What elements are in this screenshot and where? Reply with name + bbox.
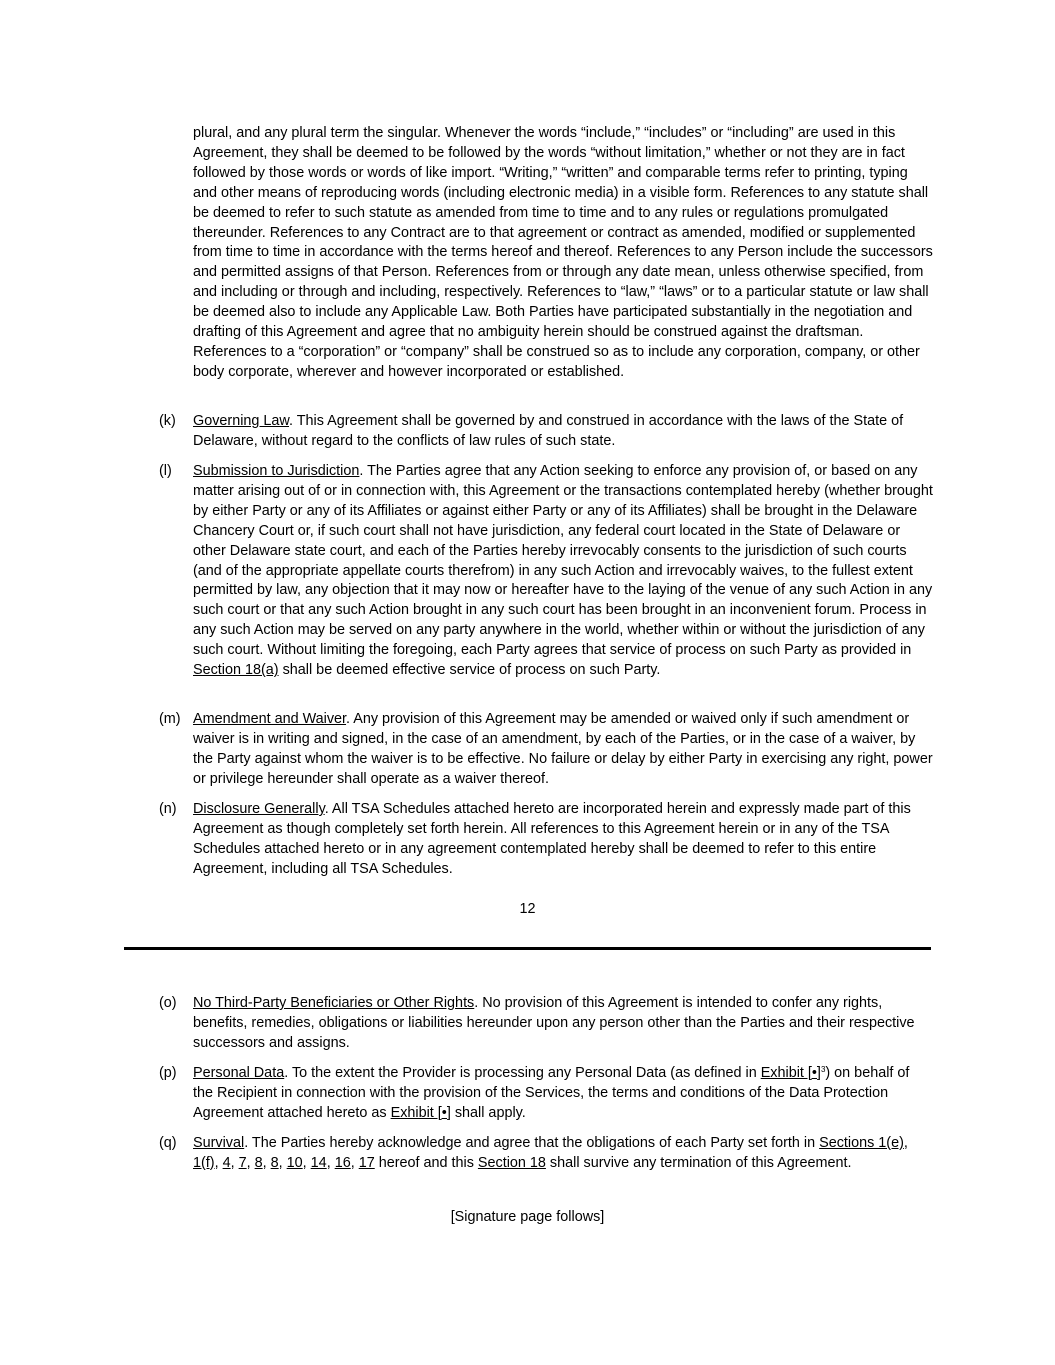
section-q-mid: hereof and this — [374, 1154, 478, 1171]
section-o-no-third-party-beneficiaries — [193, 994, 933, 1054]
section-l-tail: shall be deemed effective service of process on such Party. — [278, 662, 661, 679]
exhibit-reference-2: Exhibit [•] — [390, 1104, 451, 1121]
survival-section-ref: 4 — [222, 1154, 231, 1171]
section-p-label: (p) — [159, 1065, 177, 1081]
section-m-heading: Amendment and Waiver — [193, 711, 347, 727]
footnote-marker: 3 — [820, 1065, 826, 1074]
exhibit-reference-1: Exhibit [•] — [760, 1065, 821, 1081]
section-p-tail: shall apply. — [450, 1104, 526, 1121]
section-k-label: (k) — [159, 413, 176, 429]
section-q-body: . The Parties hereby acknowledge and agree that the obligations of each Party set forth in — [244, 1135, 820, 1151]
section-p-heading: Personal Data — [193, 1065, 285, 1081]
section-k-body: . This Agreement shall be governed by and construed in accordance with the laws of the State of Delaware, without regard to the conflicts of law rules of such state. — [193, 413, 904, 449]
survival-section-ref: 10 — [286, 1154, 303, 1171]
section-m-body: . Any provision of this Agreement may be amended or waived only if such amendment or waiver is in writing and signed, in the case of an amendment, by each of the Parties, or in the case of a waiver, by the Party against whom the waiver is to be effective. No failure or delay by either Party in exercising any right, power or privilege hereunder shall operate as a waiver thereof. — [193, 711, 933, 787]
section-l-label: (l) — [159, 463, 172, 479]
section-n-label: (n) — [159, 801, 177, 817]
section-p-body: . To the extent the Provider is processing any Personal Data (as defined in — [284, 1065, 761, 1081]
section-o-body: . No provision of this Agreement is intended to confer any rights, benefits, remedies, obligations or liabilities hereunder upon any person other than the Parties and their respective successors and assigns. — [193, 995, 915, 1051]
section-m-label: (m) — [159, 711, 181, 727]
survival-section-ref: 14 — [310, 1154, 327, 1171]
section-p-body-2: ) on behalf of the Recipient in connection with the provision of the Services, the terms and conditions of the Data Protection Agreement attached hereto as — [193, 1065, 910, 1121]
section-q-tail: shall survive any termination of this Agreement. — [545, 1154, 852, 1171]
section-p-personal-data — [193, 1064, 933, 1124]
section-18-reference: Section 18 — [477, 1154, 546, 1171]
section-n-disclosure-generally — [193, 800, 933, 880]
section-q-survival: Survival. The Parties hereby acknowledge and agree that the obligations of each Party set forth in Sections 1(e), 1(f), 4, 7, 8, 8, 10, 14, 16, 17 hereof and this Section 18 shall survive any termination of this Agreement. — [193, 1135, 908, 1171]
section-q-label: (q) — [159, 1135, 177, 1151]
signature-page-note: [Signature page follows] — [450, 1209, 605, 1225]
survival-section-ref: Sections 1(e) — [819, 1135, 904, 1151]
page-number: 12 — [519, 901, 536, 917]
section-l-submission-to-jurisdiction — [193, 462, 933, 681]
survival-section-ref: 8 — [254, 1154, 263, 1171]
survival-section-ref: 17 — [358, 1154, 375, 1171]
survival-section-ref: 16 — [334, 1154, 351, 1171]
section-k-heading: Governing Law — [193, 413, 289, 429]
section-o-label: (o) — [159, 995, 177, 1011]
section-18a-reference: Section 18(a) — [193, 662, 279, 679]
section-n-heading: Disclosure Generally — [193, 801, 325, 817]
survival-section-ref: 8 — [270, 1154, 279, 1171]
section-q-heading: Survival — [193, 1135, 245, 1151]
section-o-heading: No Third-Party Beneficiaries or Other Rights — [193, 995, 475, 1011]
continuation-paragraph: plural, and any plural term the singular. Whenever the words “include,” “includes” or “including” are used in this Agreement, they shall be deemed to be followed by the words “without limitation,” whether or not they are in fact followed by those words or words of like import. “Writing,” “written” and comparable terms refer to printing, typing and other means of reproducing words (including electronic media) in a visible form. References to any statute shall be deemed to refer to such statute as amended from time to time and to any rules or regulations promulgated thereunder. References to any Contract are to that agreement or contract as amended, modified or supplemented from time to time in accordance with the terms hereof and thereof. References to any Person include the successors and permitted assigns of that Person. References from or through any date mean, unless otherwise specified, from and including or through and including, respectively. References to “law,” “laws” or to a particular statute or law shall be deemed also to include any Applicable Law. Both Parties have participated substantially in the negotiation and drafting of this Agreement and agree that no ambiguity herein should be construed against the draftsman. References to a “corporation” or “company” shall be construed so as to include any corporation, company, or other body corporate, wherever and however incorporated or established. — [193, 125, 933, 380]
section-l-body: . The Parties agree that any Action seeking to enforce any provision of, or based on any matter arising out of or in connection with, this Agreement or the transactions contemplated hereby (whether brought by either Party or any of its Affiliates or against either Party or any of its Affiliates) shall be brought in the Delaware Chancery Court or, if such court shall not have jurisdiction, any federal court located in the State of Delaware or other Delaware state court, and each of the Parties hereby irrevocably consents to the jurisdiction of such courts (and of the appropriate appellate courts therefrom) in any such Action and irrevocably waives, to the fullest extent permitted by law, any objection that it may now or hereafter have to the laying of the venue of any such Action in any such court or that any such Action brought in any such court has been brought in an inconvenient forum. Process in any such Action may be served on any party anywhere in the world, whether within or without the jurisdiction of any such court. Without limiting the foregoing, each Party agrees that service of process on such Party as provided in — [193, 463, 933, 659]
section-l-heading: Submission to Jurisdiction — [193, 463, 360, 479]
survival-section-ref: 1(f) — [193, 1154, 215, 1171]
survival-section-ref: 7 — [238, 1154, 247, 1171]
section-k-governing-law — [193, 412, 933, 452]
section-m-amendment-and-waiver — [193, 710, 933, 790]
page-break-divider — [124, 947, 931, 950]
section-n-body: . All TSA Schedules attached hereto are incorporated herein and expressly made part of this Agreement as though completely set forth herein. All references to this Agreement herein or in any of the TSA Schedules attached hereto or in any agreement contemplated hereby shall be deemed to refer to this entire Agreement, including all TSA Schedules. — [193, 801, 911, 877]
